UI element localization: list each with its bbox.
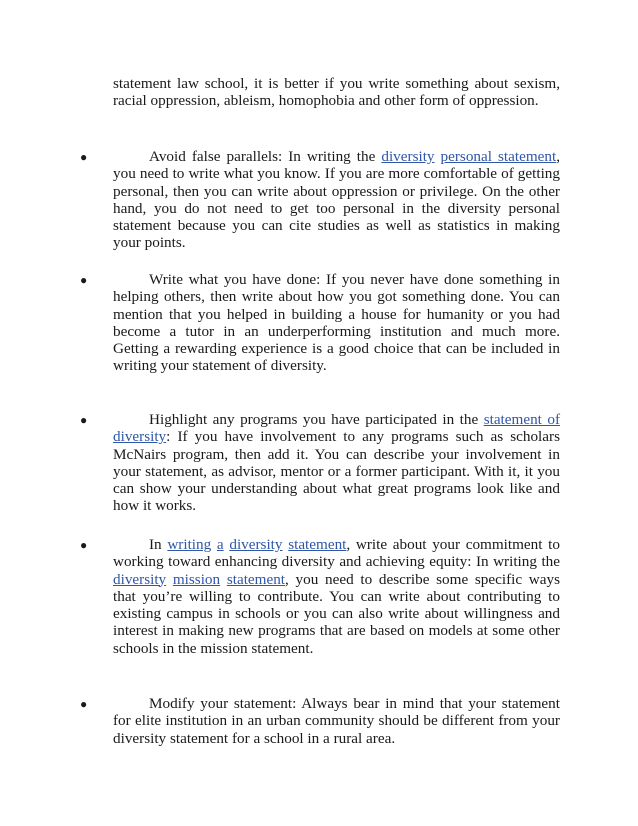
paragraph-modify-statement: [113, 695, 560, 747]
paragraph-text: Write what you have done: If you never have done something in helping others, then write about how you got something done. You can mention that you helped in building a house for humanity or you had become a tutor in an underperforming institution and much more. Getting a rewarding experience is a good choice that can be included in writing your statement of diversity.: [113, 271, 560, 375]
bullet-icon: ●: [80, 273, 88, 287]
mission-link[interactable]: mission: [172, 570, 221, 588]
personal-statement-link[interactable]: personal statement: [440, 148, 557, 165]
bullet-icon: ●: [80, 413, 88, 427]
paragraph-text: Avoid false parallels: In writing the: [149, 148, 382, 165]
writing-link[interactable]: writing: [167, 536, 212, 553]
paragraph-text: : If you have involvement to any programs such as scholars McNairs program, then add it. You can describe your involvement in your statement, as advisor, mentor or a former participant. With it, it you can show your understanding about what great programs look like and how it works.: [113, 428, 560, 515]
paragraph-highlight-programs: [113, 411, 560, 515]
diversity-link[interactable]: diversity: [113, 570, 167, 588]
paragraph-avoid-false-parallels: [113, 148, 560, 252]
bullet-icon: ●: [80, 538, 88, 552]
paragraph-write-what-you-have-done: [113, 271, 560, 375]
diversity-link[interactable]: diversity: [229, 536, 283, 553]
paragraph-text: , you need to describe some specific ways that you’re willing to contribute. You can write about contributing to existing campus in schools or you can also write about willingness and interest in making new programs that are based on models at some other schools in the mission statement.: [113, 570, 561, 657]
a-link[interactable]: a: [216, 536, 224, 553]
statement-link[interactable]: statement: [288, 536, 347, 553]
paragraph-continuation: [113, 75, 560, 110]
diversity-link[interactable]: diversity: [381, 148, 435, 165]
paragraph-writing-diversity-statement: [113, 536, 560, 657]
bullet-icon: ●: [80, 150, 88, 164]
paragraph-text: , you need to write what you know. If you are more comfortable of getting personal, then you can write about oppression or privilege. On the other hand, you do not need to get too personal in the diversity personal statement because you can cite studies as well as statistics in making your points.: [113, 148, 560, 252]
statement-of-diversity-link[interactable]: statement of diversity: [113, 411, 560, 446]
paragraph-text: statement law school, it is better if you write something about sexism, racial oppression, ableism, homophobia and other form of oppression.: [113, 75, 560, 110]
paragraph-text: In: [149, 536, 168, 553]
statement-link[interactable]: statement: [226, 570, 286, 588]
bullet-icon: ●: [80, 697, 88, 711]
paragraph-text: , write about your commitment to working toward enhancing diversity and achieving equity: In writing the: [113, 536, 560, 571]
paragraph-text: Modify your statement: Always bear in mind that your statement for elite institution in an urban community should be different from your diversity statement for a school in a rural area.: [113, 695, 560, 747]
paragraph-text: Highlight any programs you have participated in the: [149, 411, 484, 428]
